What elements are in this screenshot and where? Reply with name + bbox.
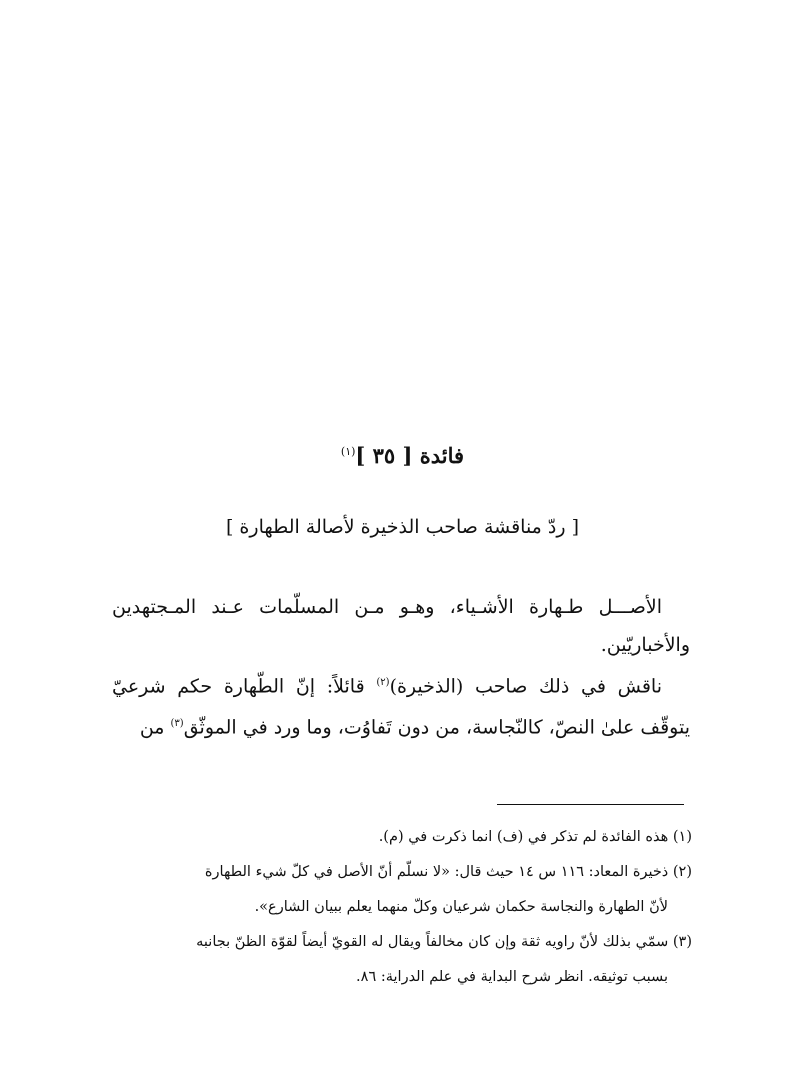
paragraph-2-part-3: من <box>139 716 171 739</box>
heading-footnote-ref[interactable]: (١) <box>340 445 356 458</box>
footnote-3-line-2: بسبب توثيقه. انظر شرح البداية في علم الدراية: ٨٦. <box>356 969 668 985</box>
footnote-2 <box>112 855 692 925</box>
footnotes <box>112 820 692 995</box>
footnote-separator <box>497 804 684 805</box>
section-subtitle: [ ردّ مناقشة صاحب الذخيرة لأصالة الطهارة ] <box>225 516 579 538</box>
paragraph-2-part-2: قائلاً: إنّ الطّهارة حكم شرعيّ يتوقّف علىٰ النصّ، كالنّجاسة، من دون تَفاوُت، وما ورد في الموثّق <box>112 675 690 739</box>
paragraph-2-part-1: ناقش في ذلك صاحب (الذخيرة) <box>389 675 662 698</box>
paragraph-2 <box>112 664 690 747</box>
footnote-ref-3[interactable]: (٣) <box>170 718 184 730</box>
footnote-ref-2[interactable]: (٢) <box>376 677 390 688</box>
footnote-2-line-1: (٢) ذخيرة المعاد: ١١٦ س ١٤ حيث قال: «لا نسلّم أنّ الأصل في كلّ شيء الطهارة <box>204 864 692 880</box>
footnote-2-line-2: لأنّ الطهارة والنجاسة حكمان شرعيان وكلّ منهما يعلم ببيان الشارع». <box>254 899 668 915</box>
heading-text: فائدة [ ٣٥ ] <box>355 443 465 468</box>
paragraph-1: الأصـــل طـهارة الأشـياء، وهـو مـن المسلّمات عـند المـجتهدين والأخباريّين. <box>112 596 690 656</box>
fayda-heading <box>200 436 605 472</box>
footnote-1: (١) هذه الفائدة لم تذكر في (ف) انما ذكرت في (م). <box>378 829 692 845</box>
main-text <box>112 588 690 747</box>
footnote-3 <box>112 925 692 995</box>
footnote-3-line-1: (٣) سمّي بذلك لأنّ راويه ثقة وإن كان مخالفاً ويقال له القويّ أيضاً لقوّة الظنّ بجانبه <box>196 934 692 950</box>
